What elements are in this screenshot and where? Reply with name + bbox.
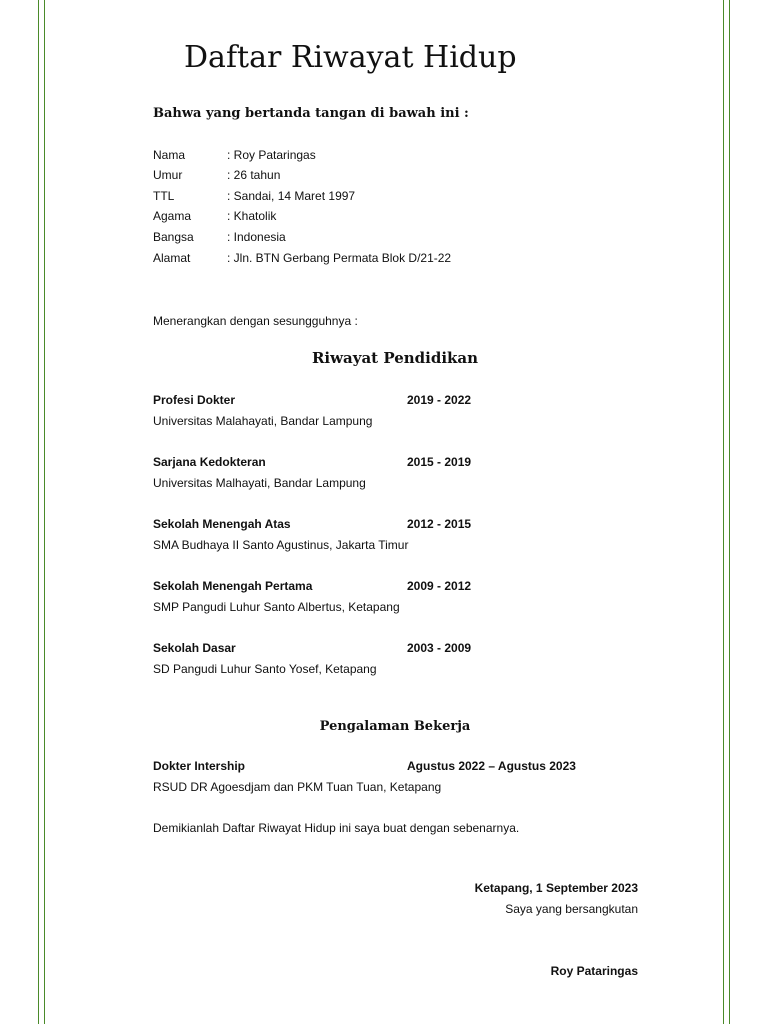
intro-text: Bahwa yang bertanda tangan di bawah ini : [153,106,469,121]
signature-note: Saya yang bersangkutan [505,902,638,916]
personal-label-ttl: TTL [153,189,175,203]
personal-label-bangsa: Bangsa [153,230,194,244]
education-school: SD Pangudi Luhur Santo Yosef, Ketapang [153,662,377,676]
personal-value-ttl: : Sandai, 14 Maret 1997 [227,189,356,203]
personal-value-bangsa: : Indonesia [227,230,286,244]
education-years: 2012 - 2015 [407,517,472,531]
education-years: 2019 - 2022 [407,393,472,407]
personal-label-nama: Nama [153,148,186,162]
education-school: Universitas Malahayati, Bandar Lampung [153,414,373,428]
personal-value-umur: : 26 tahun [227,168,281,182]
education-school: SMA Budhaya II Santo Agustinus, Jakarta Timur [153,538,409,552]
personal-value-agama: : Khatolik [227,209,277,223]
education-heading: Riwayat Pendidikan [311,349,479,367]
personal-label-alamat: Alamat [153,251,191,265]
signature-place-date: Ketapang, 1 September 2023 [474,881,638,895]
education-years: 2009 - 2012 [407,579,472,593]
personal-label-umur: Umur [153,168,183,182]
education-degree: Profesi Dokter [153,393,236,407]
education-school: SMP Pangudi Luhur Santo Albertus, Ketapang [153,600,400,614]
signature-name: Roy Pataringas [550,964,638,978]
page-border-left [38,0,45,1024]
education-years: 2003 - 2009 [407,641,472,655]
education-years: 2015 - 2019 [407,455,472,469]
document-title: Daftar Riwayat Hidup [184,40,517,75]
personal-value-nama: : Roy Pataringas [227,148,316,162]
education-school: Universitas Malhayati, Bandar Lampung [153,476,366,490]
closing-text: Demikianlah Daftar Riwayat Hidup ini saya buat dengan sebenarnya. [153,821,520,835]
education-degree: Sarjana Kedokteran [153,455,266,469]
work-period: Agustus 2022 – Agustus 2023 [407,759,576,773]
work-position: Dokter Intership [153,759,246,773]
work-heading: Pengalaman Bekerja [319,719,471,734]
page-border-right [723,0,730,1024]
work-place: RSUD DR Agoesdjam dan PKM Tuan Tuan, Ketapang [153,780,442,794]
statement-text: Menerangkan dengan sesungguhnya : [153,314,358,328]
education-degree: Sekolah Menengah Atas [153,517,291,531]
education-degree: Sekolah Dasar [153,641,236,655]
personal-value-alamat: : Jln. BTN Gerbang Permata Blok D/21-22 [227,251,452,265]
education-degree: Sekolah Menengah Pertama [153,579,313,593]
personal-label-agama: Agama [153,209,192,223]
